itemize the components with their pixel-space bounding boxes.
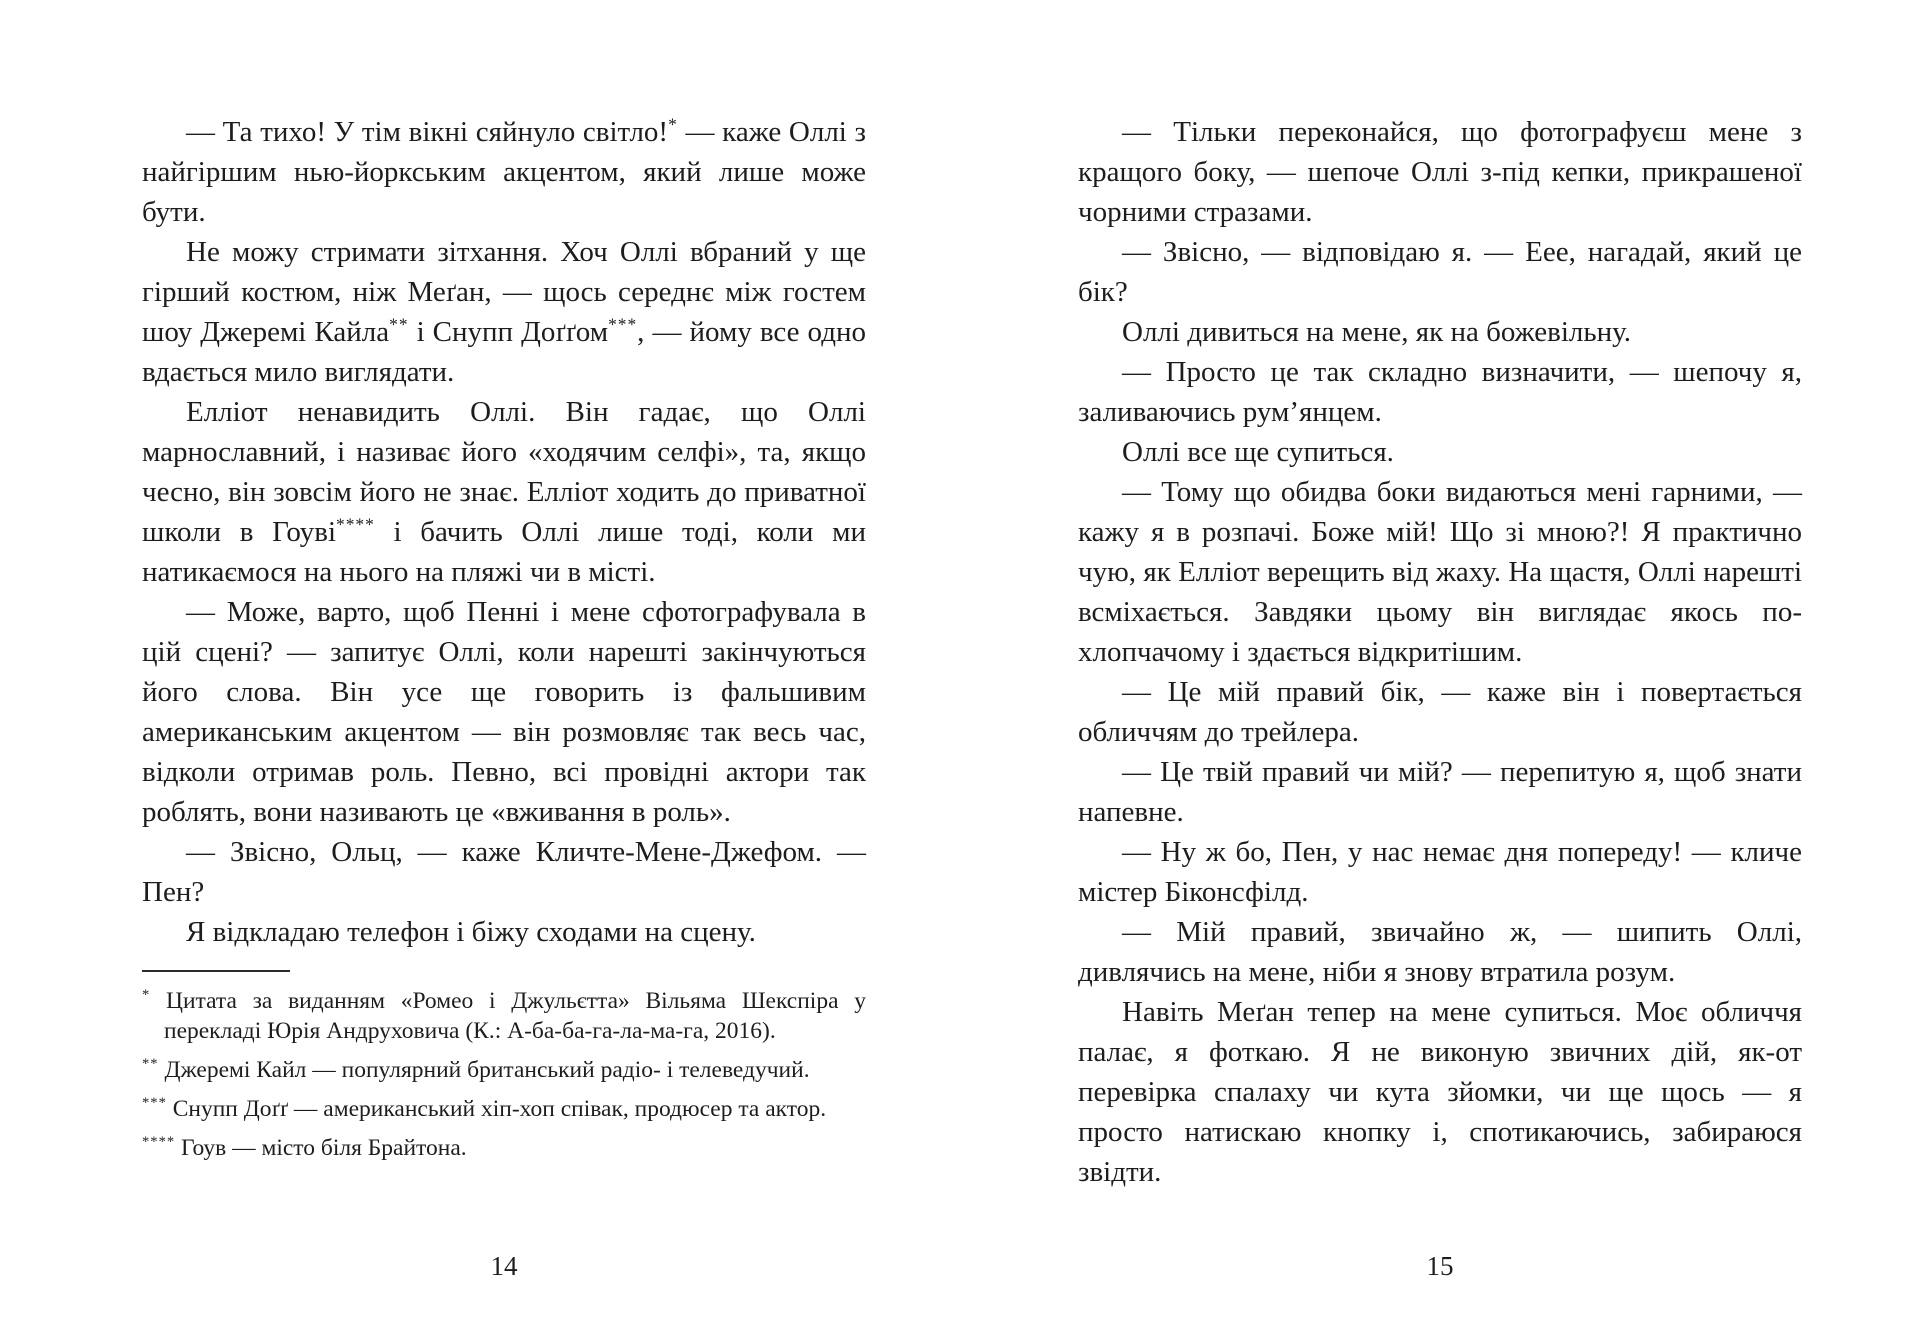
paragraph	[142, 392, 866, 592]
footnote-text: Снупп Доґґ — американський хіп-хоп співак, продюсер та актор.	[166, 1096, 827, 1122]
text-segment: — Тільки переконайся, що фотографуєш мене з кращого боку, — шепоче Оллі з-під кепки, прикрашеної чорними стразами.	[1078, 116, 1802, 228]
page-right-text	[1078, 112, 1802, 1192]
paragraph	[1078, 832, 1802, 912]
footnote	[142, 1133, 866, 1163]
text-segment: Я відкладаю телефон і біжу сходами на сцену.	[186, 916, 756, 948]
text-segment: — Це твій правий чи мій? — перепитую я, щоб знати напевне.	[1078, 756, 1802, 828]
text-segment: — Та тихо! У тім вікні сяйнуло світло!	[186, 116, 669, 148]
paragraph	[142, 112, 866, 232]
footnote-marker: ***	[608, 314, 638, 335]
footnote	[142, 1094, 866, 1124]
footnote-marker: *	[668, 114, 678, 135]
footnotes-section	[142, 970, 866, 1163]
text-segment: — Просто це так складно визначити, — шепочу я, заливаючись рум’янцем.	[1078, 356, 1802, 428]
paragraph	[1078, 912, 1802, 992]
footnote	[142, 986, 866, 1046]
paragraph	[1078, 352, 1802, 432]
page-number-left: 14	[490, 1251, 518, 1281]
paragraph	[1078, 752, 1802, 832]
text-segment: Не можу стримати зітхання. Хоч Оллі вбраний у ще гірший костюм, ніж Меґан, — щось середнє між гостем шоу Джеремі Кайла	[142, 236, 866, 348]
page-left-paragraphs	[142, 112, 866, 952]
paragraph	[142, 832, 866, 912]
text-segment: — Може, варто, щоб Пенні і мене сфотографувала в цій сцені? — запитує Оллі, коли нарешті закінчуються його слова. Він усе ще говорить із фальшивим американським акцентом — він розмовляє так весь час, відколи отримав роль. Певно, всі провідні актори так роблять, вони називають це «вживання в роль».	[142, 596, 866, 828]
paragraph	[142, 592, 866, 832]
paragraph	[1078, 312, 1802, 352]
text-segment: і бачить Оллі лише тоді, коли ми натикаємося на нього на пляжі чи в місті.	[142, 516, 866, 588]
footnote-separator	[142, 970, 290, 972]
paragraph	[1078, 992, 1802, 1192]
paragraph	[1078, 112, 1802, 232]
footnote-marker: *	[142, 987, 151, 1004]
footnotes-list	[142, 986, 866, 1163]
page-number-right: 15	[1426, 1251, 1454, 1281]
paragraph	[1078, 472, 1802, 672]
text-segment: — Звісно, — відповідаю я. — Еее, нагадай, який це бік?	[1078, 236, 1802, 308]
footnote-marker: **	[389, 314, 409, 335]
text-segment: Оллі все ще супиться.	[1122, 436, 1394, 468]
footnote-text: Цитата за виданням «Ромео і Джульєтта» Вільяма Шекспіра у перекладі Юрія Андруховича (К.: А-ба-ба-га-ла-ма-га, 2016).	[150, 988, 866, 1044]
text-segment: — Ну ж бо, Пен, у нас немає дня попереду! — кличе містер Біконсфілд.	[1078, 836, 1802, 908]
footnote	[142, 1055, 866, 1085]
footnote-text: Джеремі Кайл — популярний британський радіо- і телеведучий.	[158, 1057, 810, 1083]
text-segment: і Снупп Доґґом	[408, 316, 609, 348]
paragraph	[142, 232, 866, 392]
text-segment: Оллі дивиться на мене, як на божевільну.	[1122, 316, 1631, 348]
footnote-text: Гоув — місто біля Брайтона.	[175, 1135, 467, 1161]
page-left-text	[142, 112, 866, 1172]
footnote-marker: ***	[142, 1095, 167, 1112]
text-segment: — Мій правий, звичайно ж, — шипить Оллі, дивлячись на мене, ніби я знову втратила розум.	[1078, 916, 1802, 988]
text-segment: — Тому що обидва боки видаються мені гарними, — кажу я в розпачі. Боже мій! Що зі мною?! Я практично чую, як Елліот верещить від жаху. На щастя, Оллі нарешті всміхається. Завдяки цьому він виглядає якось по-хлопчачому і здається відкритішим.	[1078, 476, 1802, 668]
footnote-marker: ****	[142, 1134, 176, 1151]
footnote-marker: **	[142, 1056, 159, 1073]
footnote-marker: ****	[336, 514, 375, 535]
page-right-paragraphs	[1078, 112, 1802, 1192]
text-segment: , — йому все одно вдається мило виглядати.	[142, 316, 867, 388]
paragraph	[142, 912, 866, 952]
page-right	[960, 0, 1920, 1325]
text-segment: Навіть Меґан тепер на мене супиться. Моє обличчя палає, я фоткаю. Я не виконую звичних дій, як-от перевірка спалаху чи кута зйомки, чи ще щось — я просто натискаю кнопку і, спотикаючись, забираюся звідти.	[1078, 996, 1802, 1188]
text-segment: — каже Оллі з найгіршим нью-йоркським акцентом, який лише може бути.	[142, 116, 866, 228]
text-segment: — Це мій правий бік, — каже він і повертається обличчям до трейлера.	[1078, 676, 1802, 748]
paragraph	[1078, 432, 1802, 472]
text-segment: Елліот ненавидить Оллі. Він гадає, що Оллі марнославний, і називає його «ходячим селфі», та, якщо чесно, він зовсім його не знає. Елліот ходить до приватної школи в Гоуві	[142, 396, 866, 548]
paragraph	[1078, 232, 1802, 312]
text-segment: — Звісно, Ольц, — каже Кличте-Мене-Джефом. — Пен?	[142, 836, 866, 908]
paragraph	[1078, 672, 1802, 752]
